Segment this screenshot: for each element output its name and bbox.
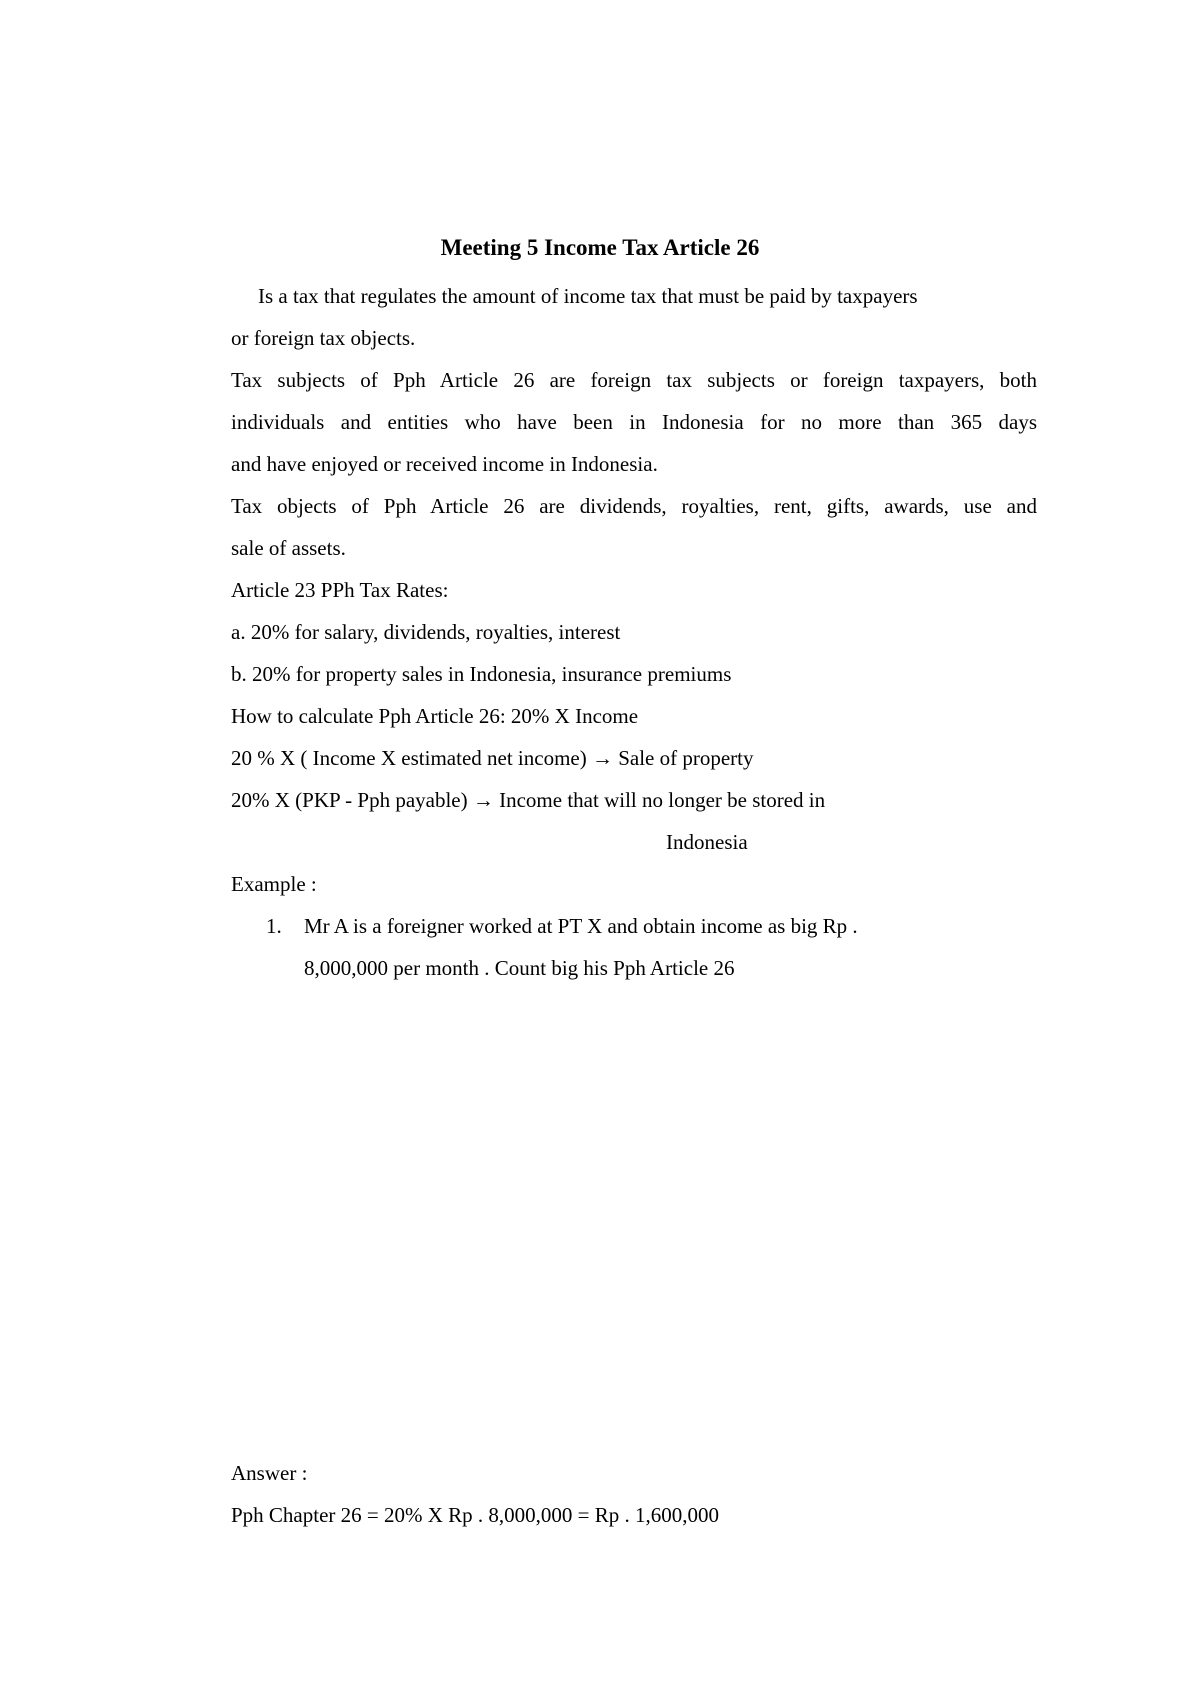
calc-formula-property: 20 % X ( Income X estimated net income) → Sale of property: [231, 746, 754, 770]
subjects-line-2: individuals and entities who have been in Indonesia for no more than 365 days: [231, 410, 1037, 434]
calc-heading: How to calculate Pph Article 26: 20% X Income: [231, 704, 639, 728]
objects-line-1: Tax objects of Pph Article 26 are dividends, royalties, rent, gifts, awards, use and: [231, 494, 1037, 518]
subjects-line-3: and have enjoyed or received income in Indonesia.: [231, 452, 658, 476]
rates-heading: Article 23 PPh Tax Rates:: [231, 578, 449, 602]
example-heading: Example :: [231, 872, 317, 896]
answer-line: Pph Chapter 26 = 20% X Rp . 8,000,000 = Rp . 1,600,000: [231, 1503, 720, 1527]
objects-line-2: sale of assets.: [231, 536, 346, 560]
intro-line-1: Is a tax that regulates the amount of income tax that must be paid by taxpayers: [258, 284, 918, 308]
document-title: Meeting 5 Income Tax Article 26: [440, 235, 760, 260]
subjects-line-1: Tax subjects of Pph Article 26 are foreign tax subjects or foreign taxpayers, both: [231, 368, 1037, 392]
calc-formula-pkp: 20% X (PKP - Pph payable) → Income that will no longer be stored in: [231, 788, 826, 812]
example-item-line-2: 8,000,000 per month . Count big his Pph Article 26: [304, 956, 735, 980]
example-item-number: 1.: [266, 914, 282, 938]
answer-heading: Answer :: [231, 1461, 308, 1485]
rate-item-a: a. 20% for salary, dividends, royalties, interest: [231, 620, 621, 644]
rate-item-b: b. 20% for property sales in Indonesia, insurance premiums: [231, 662, 732, 686]
example-item-line-1: Mr A is a foreigner worked at PT X and obtain income as big Rp .: [304, 914, 858, 938]
calc-formula-pkp-continued: Indonesia: [666, 830, 748, 854]
intro-line-2: or foreign tax objects.: [231, 326, 416, 350]
